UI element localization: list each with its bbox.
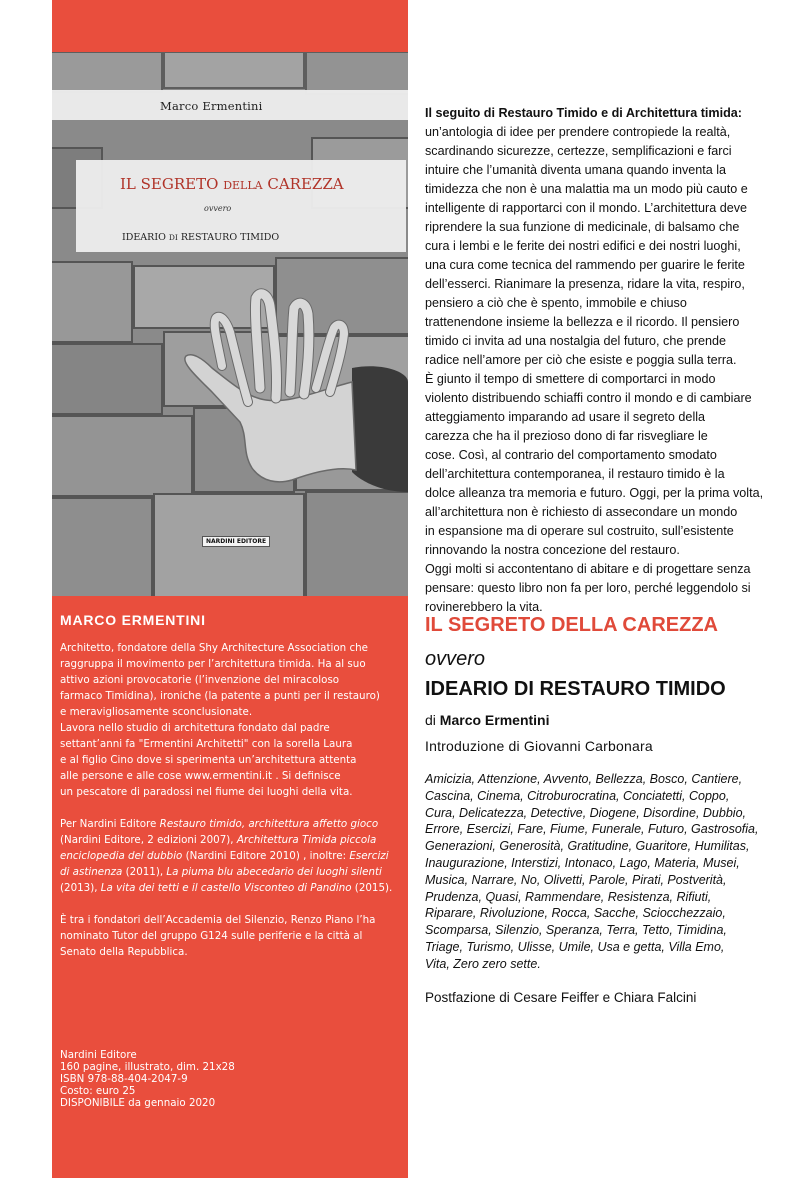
description-body: [425, 123, 770, 617]
author-name-heading: MARCO ERMENTINI: [60, 612, 206, 628]
keyword-line: Cura, Delicatezza, Detective, Diogene, Disordine, Dubbio,: [425, 805, 746, 820]
description-line: radice nell’amore per ciò che esiste e poggia sulla terra.: [425, 353, 737, 367]
cover-sub-ideario: IDEARIO: [122, 232, 169, 243]
description-line: pensare: questo libro non fa per loro, perché leggendolo si: [425, 581, 751, 595]
works-title: La vita dei tetti e il castello Visconteo di Pandino: [100, 882, 352, 894]
description-lead: Il seguito di Restauro Timido e di Architettura timida:: [425, 106, 742, 120]
description-line: trattenendone insieme la bellezza e il ricordo. Il pensiero: [425, 315, 740, 329]
description-line: È giunto il tempo di smettere di comportarci in modo: [425, 372, 716, 386]
stone-wall-photo: [52, 52, 408, 596]
description-line: rinnovando la nostra concezione del restauro.: [425, 543, 680, 557]
byline-prefix: di: [425, 712, 440, 728]
bio-line: alle persone e alle cose www.ermentini.it . Si definisce: [60, 770, 341, 782]
works-text: (2011),: [122, 866, 167, 878]
book-subtitle: IDEARIO DI RESTAURO TIMIDO: [425, 678, 726, 700]
cover-sub-di: DI: [168, 233, 178, 242]
bio-line: raggruppa il movimento per l’architettura timida. Ha al suo: [60, 658, 366, 670]
bio-line: settant’anni fa "Ermentini Architetti" con la sorella Laura: [60, 738, 353, 750]
cover-title: [120, 175, 344, 193]
bio-line: e meravigliosamente sconclusionate.: [60, 706, 253, 718]
keyword-list: [425, 771, 758, 973]
description-line: intuire che l’umanità diventa umana quando inventa la: [425, 163, 727, 177]
bio-line: Architetto, fondatore della Shy Architecture Association che: [60, 642, 368, 654]
works-title: La piuma blu abecedario dei luoghi silenti: [166, 866, 382, 878]
pub-info-line: 160 pagine, illustrato, dim. 21x28: [60, 1061, 235, 1073]
book-introduction: Introduzione di Giovanni Carbonara: [425, 738, 653, 754]
description-line: Oggi molti si accontentano di abitare e di progettare senza: [425, 562, 751, 576]
works-text: (2013),: [60, 882, 101, 894]
description-line: all’architettura non è richiesto di assecondare un mondo: [425, 505, 738, 519]
works-text: (2015).: [351, 882, 393, 894]
bio-line: attivo azioni provocatorie (l’invenzione del miracoloso: [60, 674, 340, 686]
description-line: cura i lembi e le ferite dei nostri edifici e dei nostri luoghi,: [425, 239, 741, 253]
bio-line: un pescatore di paradossi nel fiume dei luoghi della vita.: [60, 786, 353, 798]
bio-line: e al figlio Cino dove si sperimenta un’architettura attenta: [60, 754, 357, 766]
bio-line: farmaco Timidina), ironiche (la patente a punti per il restauro): [60, 690, 380, 702]
description-line: cose. Così, al contrario del comportamento smodato: [425, 448, 717, 462]
description-line: timidezza che non è una malattia ma un modo più cauto e: [425, 182, 748, 196]
keyword-line: Scomparsa, Silenzio, Speranza, Terra, Tetto, Timidina,: [425, 923, 727, 938]
cover-title-il: IL: [120, 175, 136, 193]
keyword-line: Amicizia, Attenzione, Avvento, Bellezza, Bosco, Cantiere,: [425, 772, 743, 786]
works-title: Esercizi: [349, 850, 389, 862]
cover-ovvero: ovvero: [204, 204, 232, 213]
book-ovvero: ovvero: [425, 648, 486, 670]
works-title: enciclopedia del dubbio: [60, 850, 183, 862]
description-line: scardinando sicurezze, certezze, semplificazioni e farci: [425, 144, 732, 158]
description-line: riprendere la sua funzione di medicinale, di balsamo che: [425, 220, 740, 234]
book-description: [425, 104, 770, 617]
pub-info-line: ISBN 978-88-404-2047-9: [60, 1073, 188, 1085]
works-text: (Nardini Editore, 2 edizioni 2007),: [60, 834, 237, 846]
book-title: IL SEGRETO DELLA CAREZZA: [425, 614, 718, 636]
description-line: pensiero a ciò che è spento, immobile e chiuso: [425, 296, 687, 310]
description-line: intelligente di rapportarci con il mondo. L’architettura deve: [425, 201, 748, 215]
description-line: dell’architettura contemporanea, il restauro timido è la: [425, 467, 725, 481]
description-line: in espansione ma di operare sul costruito, sull’esistente: [425, 524, 734, 538]
description-line: carezza che ha il prezioso dono di far risvegliare le: [425, 429, 708, 443]
description-line: violento distribuendo schiaffi contro il mondo e di cambiare: [425, 391, 752, 405]
byline-author: Marco Ermentini: [439, 712, 550, 728]
keyword-line: Cascina, Cinema, Citroburocratina, Conciatetti, Coppo,: [425, 788, 730, 803]
description-line: timido ci invita ad una nostalgia del futuro, che prende: [425, 334, 727, 348]
cover-subtitle: [122, 232, 279, 243]
author-bio: [60, 640, 400, 800]
academy-line: Senato della Repubblica.: [60, 946, 188, 958]
works-text: (Nardini Editore 2010) , inoltre:: [182, 850, 350, 862]
keyword-line: Errore, Esercizi, Fare, Fiume, Funerale, Futuro, Gastrosofia,: [425, 822, 759, 837]
keyword-line: Prudenza, Quasi, Rammendare, Resistenza, Rifiuti,: [425, 889, 712, 904]
works-title: Restauro timido, architettura affetto gioco: [159, 818, 379, 830]
cover-title-della: DELLA: [223, 179, 263, 192]
book-cover-image: [52, 52, 408, 596]
cover-author: Marco Ermentini: [160, 99, 263, 113]
pub-info-line: Costo: euro 25: [60, 1085, 136, 1097]
pub-info-line: DISPONIBILE da gennaio 2020: [60, 1097, 216, 1109]
description-line: rovinerebbero la vita.: [425, 600, 543, 614]
works-title: Architettura Timida piccola: [236, 834, 377, 846]
description-line: atteggiamento imparando ad usare il segreto della: [425, 410, 706, 424]
bio-line: Lavora nello studio di architettura fondato dal padre: [60, 722, 330, 734]
cover-publisher-logo: NARDINI EDITORE: [202, 536, 270, 547]
cover-title-carezza: CAREZZA: [262, 175, 344, 193]
keyword-line: Musica, Narrare, No, Olivetti, Parole, Pirati, Postverità,: [425, 872, 727, 887]
pub-info-line: Nardini Editore: [60, 1049, 137, 1061]
works-text: Per Nardini Editore: [60, 818, 160, 830]
keyword-line: Inaugurazione, Interstizi, Intonaco, Lago, Materia, Musei,: [425, 855, 740, 870]
book-byline: [425, 712, 550, 728]
cover-title-segreto: SEGRETO: [135, 175, 224, 193]
description-line: una cura come tecnica del rammendo per guarire le ferite: [425, 258, 745, 272]
keyword-line: Riparare, Rivoluzione, Rocca, Sacche, Sciocchezzaio,: [425, 906, 726, 921]
description-line: dolce alleanza tra memoria e futuro. Oggi, per la prima volta,: [425, 486, 764, 500]
academy-line: È tra i fondatori dell’Accademia del Silenzio, Renzo Piano l’ha: [60, 914, 376, 926]
author-works: [60, 816, 400, 896]
description-line: dell’esserci. Rianimare la presenza, ridare la vita, respiro,: [425, 277, 745, 291]
book-postfazione: Postfazione di Cesare Feiffer e Chiara Falcini: [425, 990, 697, 1005]
keyword-line: Triage, Turismo, Ulisse, Umile, Usa e getta, Villa Emo,: [425, 939, 725, 954]
description-line: un’antologia di idee per prendere contropiede la realtà,: [425, 125, 731, 139]
keyword-line: Vita, Zero zero sette.: [425, 956, 541, 971]
publication-info: [60, 1049, 235, 1109]
author-academy: [60, 912, 400, 960]
academy-line: nominato Tutor del gruppo G124 sulle periferie e la città al: [60, 930, 363, 942]
works-title: di astinenza: [60, 866, 123, 878]
keyword-line: Generazioni, Generosità, Gratitudine, Guaritore, Humilitas,: [425, 839, 750, 854]
cover-sub-restauro: RESTAURO TIMIDO: [177, 232, 280, 243]
author-section: [60, 612, 400, 960]
